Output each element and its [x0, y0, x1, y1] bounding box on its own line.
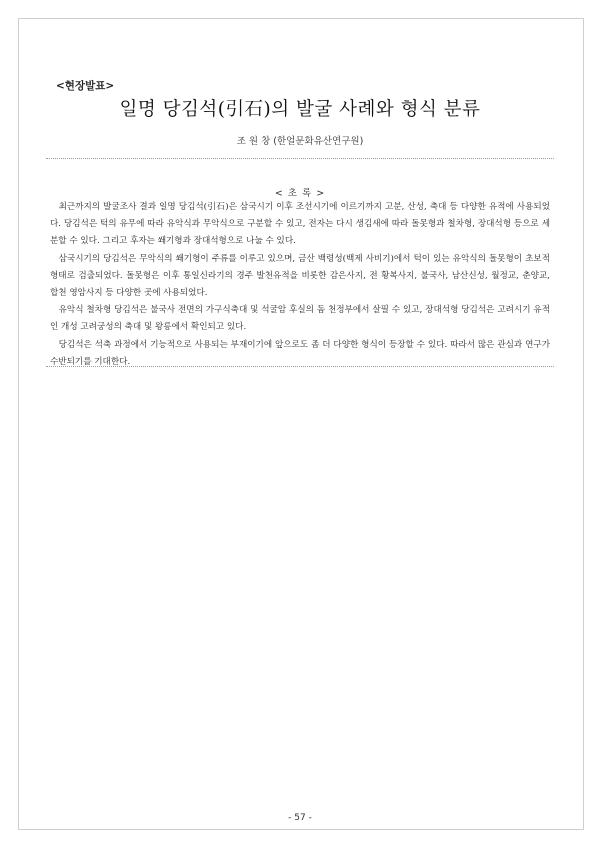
bottom-divider	[46, 366, 554, 367]
page-number: - 57 -	[288, 813, 312, 823]
section-tag: <현장발표>	[56, 80, 115, 92]
abstract-paragraph: 당김석은 석축 과정에서 기능적으로 사용되는 부재이기에 앞으로도 좀 더 다양한 형식이 등장할 수 있다. 따라서 많은 관심과 연구가 수반되기를 기대한다.	[50, 339, 550, 367]
author-affiliation: 조 원 창 (한얼문화유산연구원)	[236, 136, 364, 147]
abstract-body	[50, 199, 550, 371]
paper-title: 일명 당김석(引石)의 발굴 사례와 형식 분류	[119, 99, 481, 120]
abstract-heading: < 초 록 >	[274, 188, 326, 199]
abstract-paragraph: 삼국시기의 당김석은 무악식의 쐐기형이 주류를 이루고 있으며, 금산 백령성(백제 사비기)에서 턱이 있는 유악식의 돌못형이 초보적 형태로 검출되었다. 돌못형은 이후 통일신라기의 경주 발천유적을 비롯한 감은사지, 전 황복사지, 불국사, 남산신성, 월정교, 춘양교, 합천 영암사지 등 다양한 곳에 사용되었다.	[50, 253, 550, 299]
top-divider	[46, 158, 554, 159]
abstract-paragraph: 최근까지의 발굴조사 결과 일명 당김석(引石)은 삼국시기 이후 조선시기에 이르기까지 고분, 산성, 축대 등 다양한 유적에 사용되었다. 당김석은 턱의 유무에 따라 유악식과 무악식으로 구분할 수 있고, 전자는 다시 생김새에 따라 돌못형과 철차형, 장대석형 등으로 세분할 수 있다. 그리고 후자는 쐐기형과 장대석형으로 나눌 수 있다.	[50, 202, 550, 247]
abstract-paragraph: 유악식 철차형 당김석은 불국사 전면의 가구식축대 및 석굴암 후실의 돔 천정부에서 살필 수 있고, 장대석형 당김석은 고려시기 유적인 개성 고려궁성의 축대 및 왕릉에서 확인되고 있다.	[50, 305, 550, 333]
